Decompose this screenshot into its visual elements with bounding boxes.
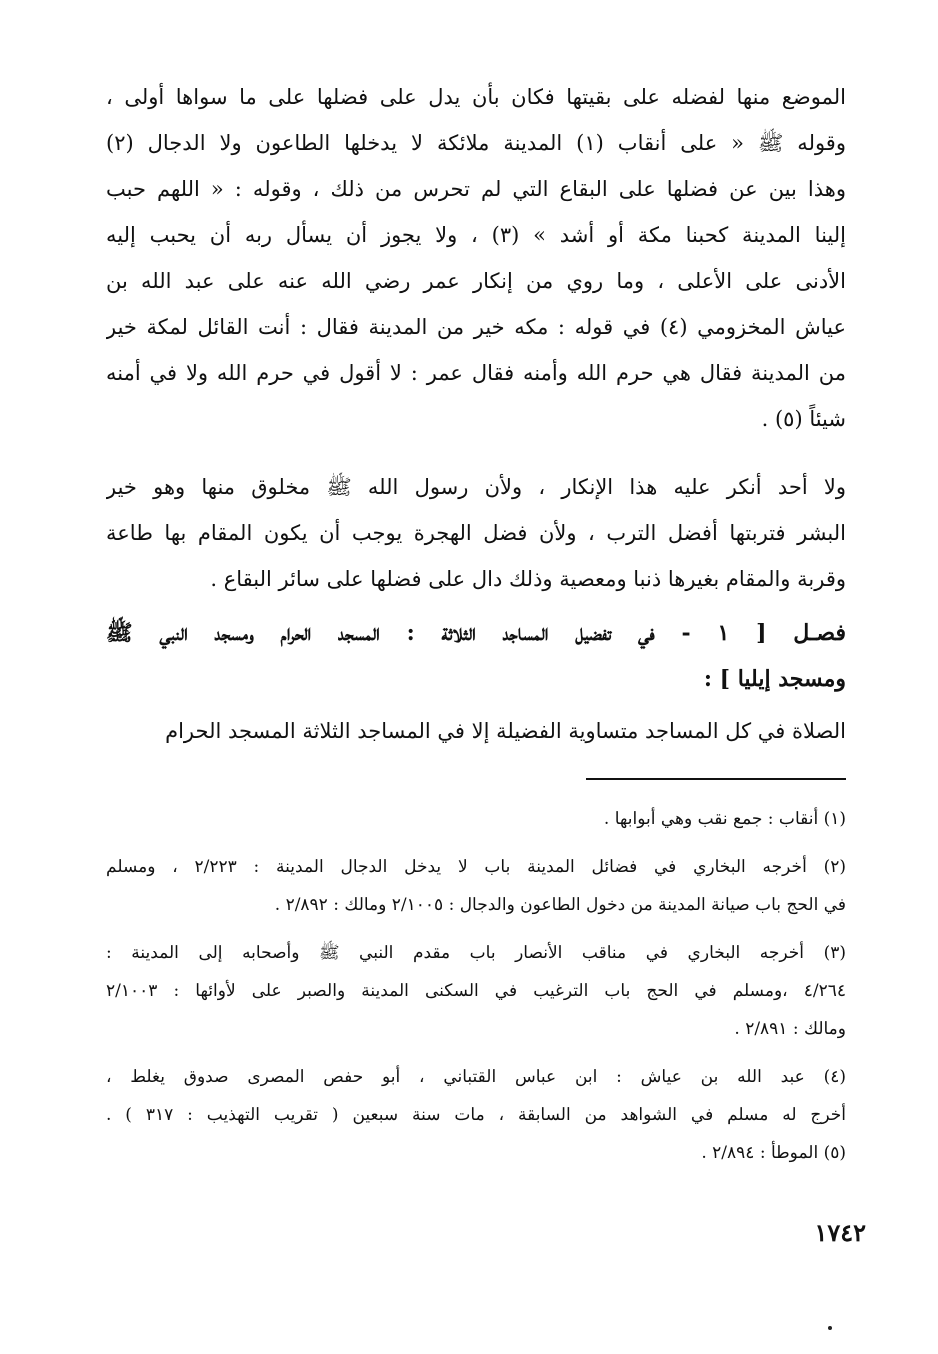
footnote-line: ٤/٢٦٤ ،ومسلم في الحج باب الترغيب في السكنى المدينة والصبر على لأوائها : ٢/١٠٠٣ — [106, 981, 846, 1001]
footnote-separator — [586, 778, 846, 780]
footnote-line: (٤) عبد الله بن عياش : ابن عباس القتباني ، أبو حفص المصرى صدوق يغلط ، — [106, 1067, 846, 1087]
paragraph-3 — [106, 708, 846, 754]
text-line: وقربة والمقام بغيرها ذنبا ومعصية وذلك دال على فضلها على سائر البقاع . — [210, 567, 846, 591]
text-line: وقوله ﷺ « على أنقاب (١) المدينة ملائكة لا يدخلها الطاعون ولا الدجال (٢) — [106, 131, 846, 155]
text-line: شيئاً (٥) . — [761, 407, 846, 431]
main-text — [106, 74, 846, 754]
footnote-line: (١) أنقاب : جمع نقب وهي أبوابها . — [603, 809, 846, 829]
page-number: ١٧٤٢ — [814, 1218, 866, 1247]
footnote — [106, 934, 846, 1048]
text-line: عياش المخزومي (٤) في قوله : مكه خير من المدينة فقال : أنت القائل لمكة خير — [106, 315, 846, 339]
footnote-line: في الحج باب صيانة المدينة من دخول الطاعون والدجال : ٢/١٠٠٥ ومالك : ٢/٨٩٢ . — [274, 895, 846, 915]
text-line: فصـل [ ١ - في تفضيل المساجد الثلاثة : المسجد الحرام ومسجد النبي ﷺ — [106, 620, 846, 646]
footnote-line: أخرج له مسلم في الشواهد من السابقة ، مات سنة سبعين ( تقريب التهذيب : ٣١٧ ) . — [106, 1105, 846, 1125]
text-line: الأدنى على الأعلى ، وما روي من إنكار عمر رضي الله عنه على عبد الله بن — [106, 269, 846, 293]
paragraph-1 — [106, 74, 846, 442]
footnote — [106, 1058, 846, 1172]
footnotes — [106, 800, 846, 1172]
section-heading — [106, 610, 846, 702]
paragraph-2 — [106, 464, 846, 602]
footnote-line: ومالك : ٢/٨٩١ . — [734, 1019, 846, 1039]
text-line: ولا أحد أنكر عليه هذا الإنكار ، ولأن رسول الله ﷺ مخلوق منها وهو خير — [106, 475, 846, 499]
text-line: من المدينة فقال هي حرم الله وأمنه فقال عمر : لا أقول في حرم الله ولا في أمنه — [106, 361, 846, 385]
text-line: ومسجد إيليا ] : — [703, 666, 846, 692]
footnote-line: (٢) أخرجه البخاري في فضائل المدينة باب لا يدخل الدجال المدينة : ٢/٢٢٣ ، ومسلم — [106, 857, 846, 877]
footnote-line: (٣) أخرجه البخاري في مناقب الأنصار باب مقدم النبي ﷺ وأصحابه إلى المدينة : — [106, 943, 846, 963]
text-line: الموضع منها لفضله على بقيتها فكان بأن يدل على فضلها على ما سواها أولى ، — [106, 85, 846, 109]
text-line: إلينا المدينة كحبنا مكة أو أشد » (٣) ، ولا يجوز أن يسأل ربه أن يحبب إليه — [106, 223, 846, 247]
footnote-line: (٥) الموطأ : ٢/٨٩٤ . — [701, 1143, 846, 1163]
text-line: وهذا بين عن فضلها على البقاع التي لم تحرس من ذلك ، وقوله : « اللهم حبب — [106, 177, 846, 201]
ink-dot — [828, 1326, 832, 1330]
text-line: البشر فتربتها أفضل الترب ، ولأن فضل الهجرة يوجب أن يكون المقام بها طاعة — [106, 521, 846, 545]
footnote — [106, 800, 846, 838]
footnote — [106, 848, 846, 924]
text-line: الصلاة في كل المساجد متساوية الفضيلة إلا في المساجد الثلاثة المسجد الحرام — [165, 719, 846, 743]
